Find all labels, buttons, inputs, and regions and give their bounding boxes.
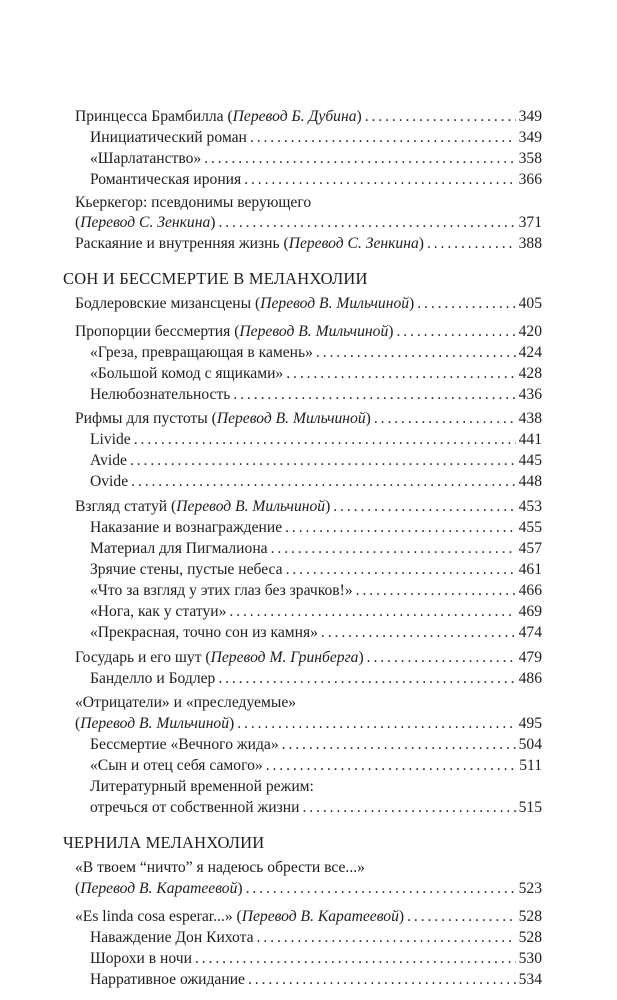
toc-entry-title: Раскаяние и внутренняя жизнь (Перевод С. Зенкина) <box>75 235 424 252</box>
toc-entry <box>75 107 542 127</box>
toc-entry-title: Бессмертие «Вечного жида» <box>90 736 279 753</box>
toc-leader-dots <box>316 343 516 363</box>
section-heading: ЧЕРНИЛА МЕЛАНХОЛИИ <box>63 833 265 852</box>
toc-leader-dots <box>204 149 515 169</box>
toc-entry-title: «Шарлатанство» <box>90 150 202 167</box>
toc-page-number: 530 <box>518 950 542 967</box>
toc-entry <box>75 907 542 927</box>
toc-page-number: 457 <box>518 540 542 557</box>
toc-leader-dots <box>302 798 515 818</box>
toc-leader-dots <box>130 451 516 471</box>
toc-page-number: 523 <box>518 880 542 897</box>
toc-subentry <box>90 756 542 776</box>
toc-leader-dots <box>134 430 516 450</box>
toc-entry-title: Принцесса Брамбилла (Перевод Б. Дубина) <box>75 108 362 125</box>
toc-leader-dots <box>195 949 516 969</box>
toc-page-number: 466 <box>518 582 542 599</box>
toc-subentry <box>90 928 542 948</box>
toc-page-number: 534 <box>518 971 542 988</box>
toc-entry-title: (Перевод В. Мильчиной) <box>75 715 235 732</box>
toc-subentry <box>90 602 542 622</box>
section-heading: СОН И БЕССМЕРТИЕ В МЕЛАНХОЛИИ <box>63 269 368 288</box>
toc-page-number: 405 <box>518 295 542 312</box>
toc-entry-title: (Перевод С. Зенкина) <box>75 214 216 231</box>
toc-entry-title: Романтическая ирония <box>90 171 242 188</box>
toc-leader-dots <box>271 539 516 559</box>
toc-entry-title: Нарративное ожидание <box>90 971 245 988</box>
toc-subentry <box>90 472 542 492</box>
toc-subentry <box>90 451 542 471</box>
toc-subentry <box>90 949 542 969</box>
toc-entry <box>75 213 542 233</box>
toc-page-number: 438 <box>518 410 542 427</box>
toc-page-number: 528 <box>518 908 542 925</box>
toc-page-number: 366 <box>518 171 542 188</box>
toc-leader-dots <box>218 213 515 233</box>
toc-leader-dots <box>365 107 516 127</box>
toc-leader-dots <box>233 385 515 405</box>
toc-entry-title: отречься от собственной жизни <box>90 799 300 816</box>
toc-page-number: 420 <box>518 323 542 340</box>
toc-entry <box>75 322 542 342</box>
toc-entry-title: «Нога, как у статуи» <box>90 603 227 620</box>
toc-entry-title: (Перевод В. Каратеевой) <box>75 880 243 897</box>
toc-page-number: 428 <box>518 365 542 382</box>
toc-entry <box>75 648 542 668</box>
toc-entry-title: Материал для Пигмалиона <box>90 540 268 557</box>
toc-leader-dots <box>285 518 515 538</box>
toc-subentry <box>90 623 542 643</box>
toc-entry-title: Рифмы для пустоты (Перевод В. Мильчиной) <box>75 410 371 427</box>
toc-page-number: 495 <box>518 715 542 732</box>
toc-entry-title: Шорохи в ночи <box>90 950 192 967</box>
toc-page-number: 424 <box>518 344 542 361</box>
toc-leader-dots <box>282 735 516 755</box>
toc-leader-dots <box>417 294 515 314</box>
toc-subentry <box>90 970 542 990</box>
toc-leader-dots <box>266 756 517 776</box>
toc-entry-title: «В твоем “ничто” я надеюсь обрести все...» <box>75 859 365 876</box>
toc-page-number: 441 <box>518 431 542 448</box>
toc-subentry <box>90 777 542 797</box>
toc-page-number: 445 <box>518 452 542 469</box>
toc-entry-title: «Сын и отец себя самого» <box>90 757 263 774</box>
toc-entry-title: Государь и его шут (Перевод М. Гринберга) <box>75 649 364 666</box>
toc-leader-dots <box>396 322 515 342</box>
toc-entry-title: «Что за взгляд у этих глаз без зрачков!» <box>90 582 353 599</box>
toc-page-number: 528 <box>518 929 542 946</box>
toc-page-number: 511 <box>519 757 542 774</box>
toc-subentry <box>90 385 542 405</box>
toc-page-number: 448 <box>518 473 542 490</box>
toc-subentry <box>90 539 542 559</box>
toc-page-number: 436 <box>518 386 542 403</box>
toc-page-number: 349 <box>518 108 542 125</box>
toc-subentry <box>90 560 542 580</box>
toc-leader-dots <box>229 602 515 622</box>
toc-entry-title: Avide <box>90 452 127 469</box>
toc-entry-title: Инициатический роман <box>90 129 247 146</box>
toc-leader-dots <box>286 364 515 384</box>
toc-entry-title: «Отрицатели» и «преследуемые» <box>75 694 297 711</box>
toc-entry <box>75 714 542 734</box>
toc-page-number: 455 <box>518 519 542 536</box>
toc-subentry <box>90 364 542 384</box>
toc-entry <box>75 193 542 213</box>
toc-entry <box>75 858 542 878</box>
toc-subentry <box>90 430 542 450</box>
toc-page-number: 453 <box>518 498 542 515</box>
toc-leader-dots <box>244 170 515 190</box>
toc-page-number: 358 <box>518 150 542 167</box>
toc-entry <box>75 497 542 517</box>
toc-page-number: 515 <box>518 799 542 816</box>
toc-entry-title: «Es linda cosa esperar...» (Перевод В. Каратеевой) <box>75 908 405 925</box>
toc-page-number: 371 <box>518 214 542 231</box>
toc-page-number: 474 <box>518 624 542 641</box>
toc-page-number: 461 <box>518 561 542 578</box>
toc-subentry <box>90 170 542 190</box>
toc-leader-dots <box>218 669 515 689</box>
toc-subentry <box>90 669 542 689</box>
toc-entry-title: Зрячие стены, пустые небеса <box>90 561 283 578</box>
toc-entry-title: Наказание и вознаграждение <box>90 519 283 536</box>
toc-entry <box>75 693 542 713</box>
toc-subentry <box>90 735 542 755</box>
toc-leader-dots <box>356 581 516 601</box>
toc-leader-dots <box>427 234 516 254</box>
toc-page-number: 486 <box>518 670 542 687</box>
toc-entry-title: «Прекрасная, точно сон из камня» <box>90 624 318 641</box>
toc-leader-dots <box>286 560 516 580</box>
toc-page-number: 479 <box>518 649 542 666</box>
toc-leader-dots <box>407 907 516 927</box>
toc-entry-title: Нелюбознательность <box>90 386 231 403</box>
toc-leader-dots <box>246 879 516 899</box>
toc-entry-title: Livide <box>90 431 131 448</box>
toc-entry-title: Пропорции бессмертия (Перевод В. Мильчиной) <box>75 323 394 340</box>
toc-subentry <box>90 343 542 363</box>
toc-entry-title: «Большой комод с ящиками» <box>90 365 284 382</box>
toc-page-number: 469 <box>518 603 542 620</box>
toc-entry-title: Кьеркегор: псевдонимы верующего <box>75 194 312 211</box>
toc-entry-title: «Греза, превращающая в камень» <box>90 344 313 361</box>
toc-leader-dots <box>237 714 515 734</box>
toc-entry <box>75 234 542 254</box>
toc-leader-dots <box>321 623 516 643</box>
toc-leader-dots <box>248 970 516 990</box>
toc-page-number: 388 <box>518 235 542 252</box>
toc-subentry <box>90 798 542 818</box>
toc-leader-dots <box>250 128 516 148</box>
toc-entry-title: Взгляд статуй (Перевод В. Мильчиной) <box>75 498 331 515</box>
toc-entry-title: Банделло и Бодлер <box>90 670 216 687</box>
toc-page-number: 349 <box>518 129 542 146</box>
toc-entry <box>75 409 542 429</box>
toc-subentry <box>90 128 542 148</box>
toc-page-number: 504 <box>518 736 542 753</box>
toc-subentry <box>90 581 542 601</box>
toc-leader-dots <box>333 497 515 517</box>
toc-entry-title: Бодлеровские мизансцены (Перевод В. Мильчиной) <box>75 295 415 312</box>
toc-entry <box>75 294 542 314</box>
toc-entry-title: Наваждение Дон Кихота <box>90 929 254 946</box>
toc-entry-title: Литературный временной режим: <box>90 778 314 795</box>
toc-subentry <box>90 149 542 169</box>
toc-subentry <box>90 518 542 538</box>
toc-entry <box>75 879 542 899</box>
toc-entry-title: Ovide <box>90 473 129 490</box>
toc-leader-dots <box>374 409 516 429</box>
toc-leader-dots <box>257 928 516 948</box>
toc-leader-dots <box>367 648 516 668</box>
toc-leader-dots <box>131 472 516 492</box>
